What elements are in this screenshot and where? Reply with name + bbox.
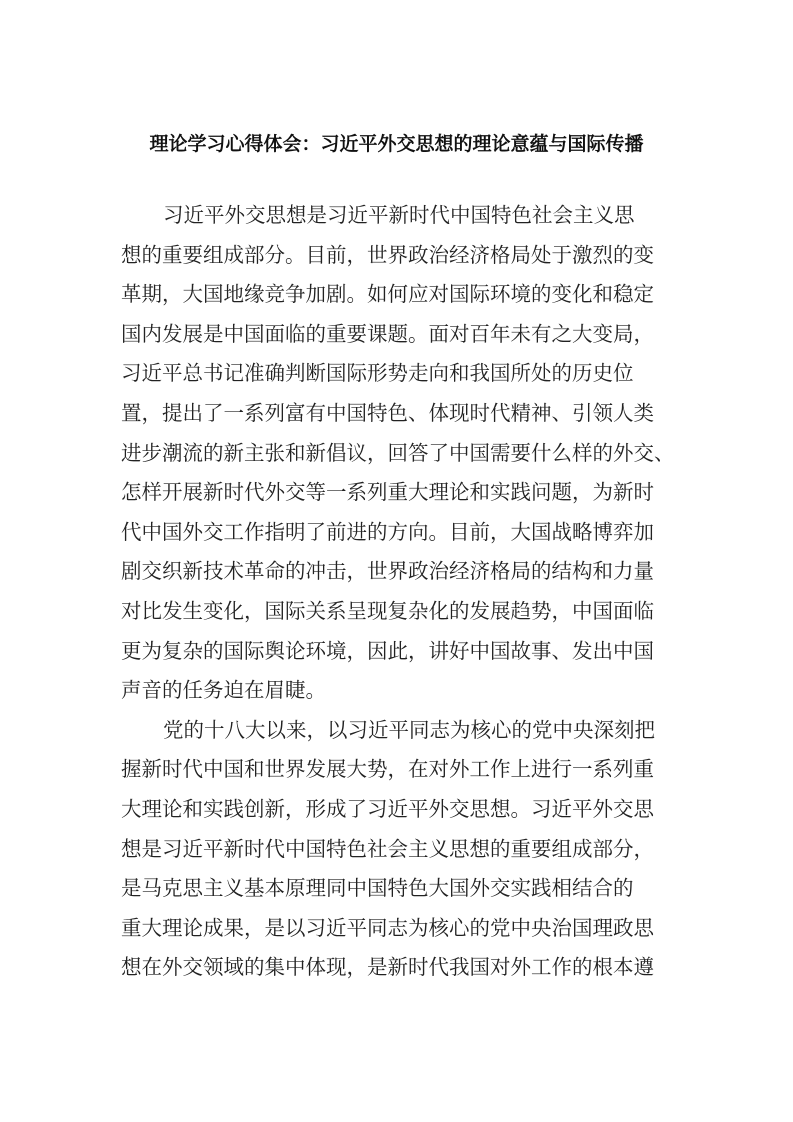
paragraph-line: 对比发生变化，国际关系呈现复杂化的发展趋势，中国面临 [121, 598, 654, 623]
paragraph-line: 进步潮流的新主张和新倡议，回答了中国需要什么样的外交、 [121, 440, 675, 465]
paragraph-line: 大理论和实践创新，形成了习近平外交思想。习近平外交思 [121, 796, 654, 821]
paragraph-line: 想的重要组成部分。目前，世界政治经济格局处于激烈的变 [121, 242, 654, 267]
paragraph-line: 置，提出了一系列富有中国特色、体现时代精神、引领人类 [121, 400, 654, 425]
paragraph-line: 国内发展是中国面临的重要课题。面对百年未有之大变局， [121, 321, 654, 346]
paragraph-line: 怎样开展新时代外交等一系列重大理论和实践问题，为新时 [121, 480, 654, 505]
paragraph-line: 党的十八大以来，以习近平同志为核心的党中央深刻把 [163, 717, 655, 742]
document-body [121, 196, 682, 988]
paragraph-line: 握新时代中国和世界发展大势，在对外工作上进行一系列重 [121, 757, 654, 782]
paragraph-line: 重大理论成果，是以习近平同志为核心的党中央治国理政思 [121, 915, 654, 940]
paragraph-line: 革期，大国地缘竞争加剧。如何应对国际环境的变化和稳定 [121, 282, 654, 307]
paragraph-line: 想是习近平新时代中国特色社会主义思想的重要组成部分， [121, 836, 654, 861]
paragraph-line: 代中国外交工作指明了前进的方向。目前，大国战略博弈加 [121, 519, 654, 544]
paragraph-line: 是马克思主义基本原理同中国特色大国外交实践相结合的 [121, 876, 634, 901]
paragraph-line: 习近平总书记准确判断国际形势走向和我国所处的历史位 [121, 361, 634, 386]
paragraph-line: 更为复杂的国际舆论环境，因此，讲好中国故事、发出中国 [121, 638, 654, 663]
paragraph-line: 想在外交领域的集中体现，是新时代我国对外工作的根本遵 [121, 955, 654, 980]
paragraph-2 [121, 711, 682, 988]
document-title: 理论学习心得体会：习近平外交思想的理论意蕴与国际传播 [149, 133, 644, 155]
paragraph-line: 剧交织新技术革命的冲击，世界政治经济格局的结构和力量 [121, 559, 654, 584]
paragraph-1 [121, 196, 682, 711]
paragraph-line: 声音的任务迫在眉睫。 [121, 678, 326, 703]
paragraph-line: 习近平外交思想是习近平新时代中国特色社会主义思 [163, 203, 635, 227]
